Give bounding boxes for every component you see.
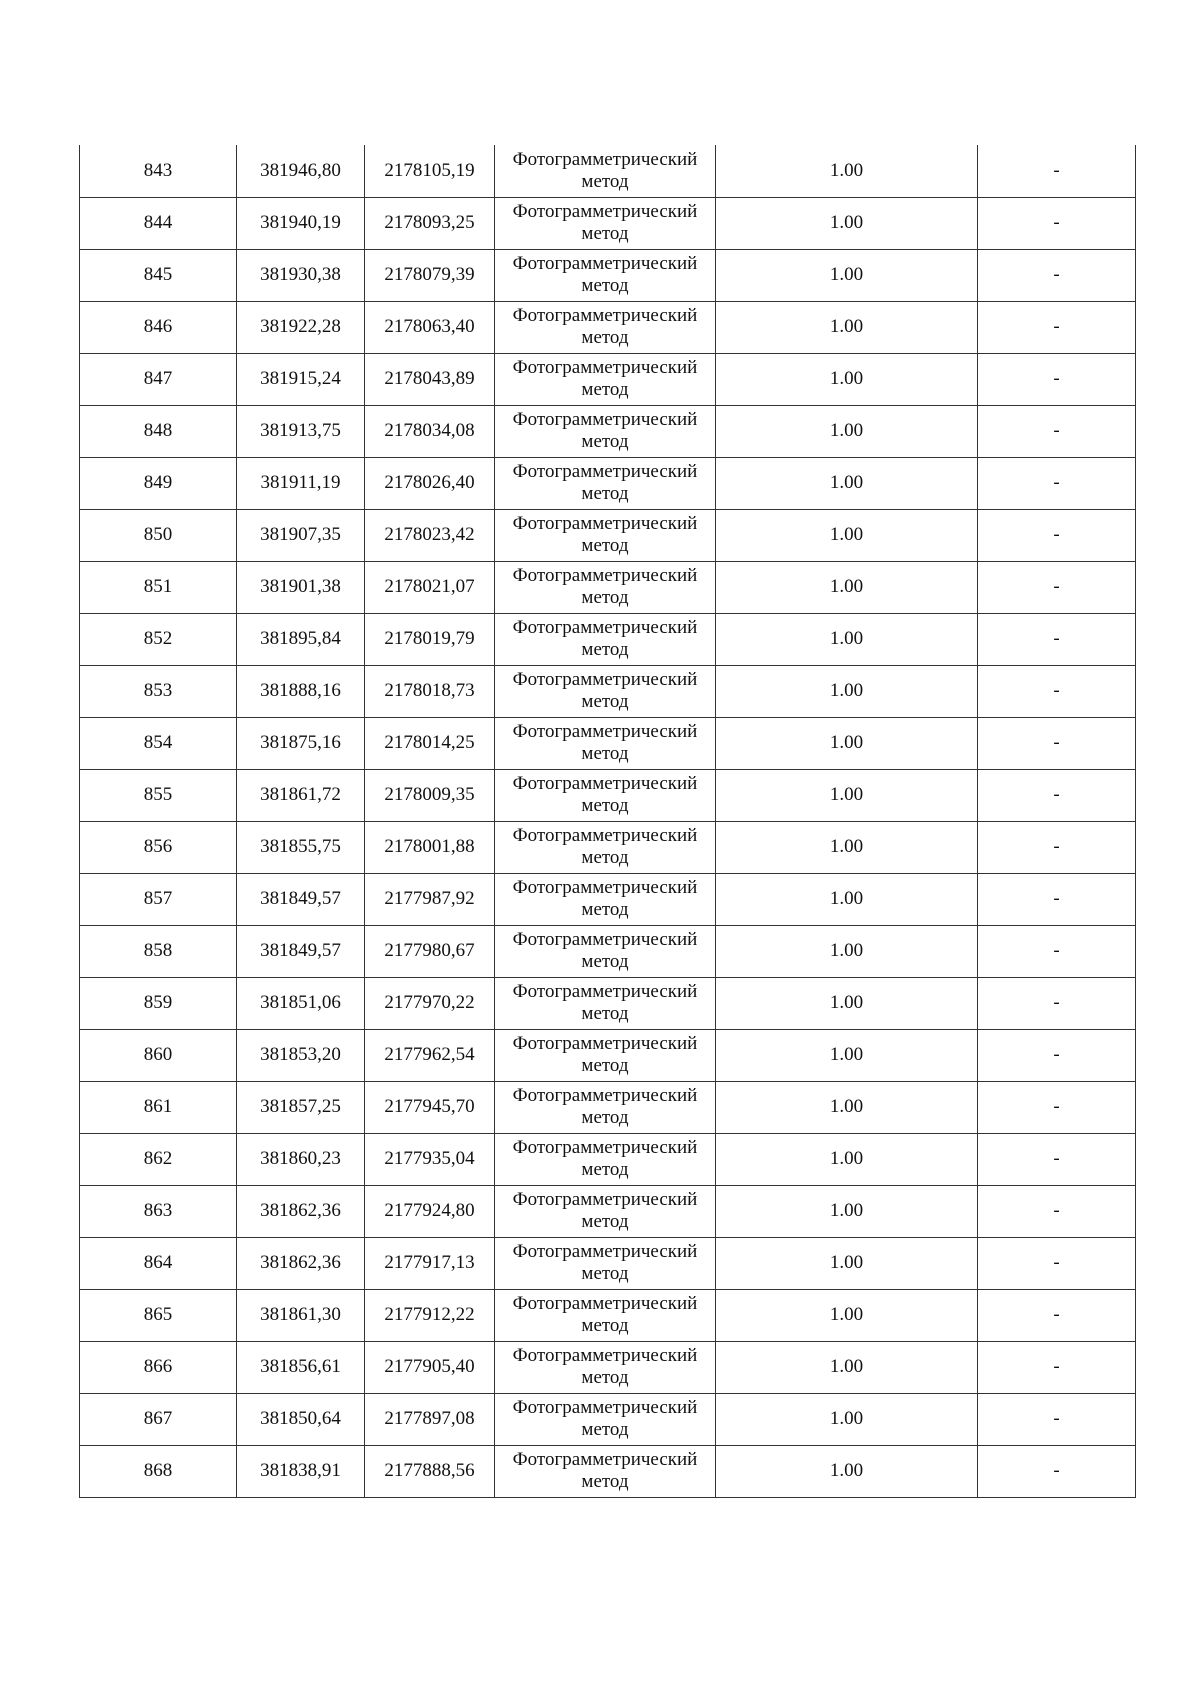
method-line-2: метод — [581, 587, 629, 608]
point-number-cell: 864 — [80, 1237, 237, 1289]
table-row — [80, 353, 1136, 405]
method-cell — [495, 353, 716, 405]
method-cell — [495, 249, 716, 301]
point-number-cell: 862 — [80, 1133, 237, 1185]
y-coordinate-cell: 2177888,56 — [365, 1445, 495, 1497]
method-line-1: Фотограмметрический — [512, 1033, 698, 1054]
x-coordinate-cell: 381857,25 — [237, 1081, 365, 1133]
method-cell — [495, 1237, 716, 1289]
method-line-1: Фотограмметрический — [512, 773, 698, 794]
method-line-1: Фотограмметрический — [512, 565, 698, 586]
table-row — [80, 1185, 1136, 1237]
method-line-2: метод — [581, 1263, 629, 1284]
x-coordinate-cell: 381901,38 — [237, 561, 365, 613]
method-cell — [495, 925, 716, 977]
point-number-cell: 852 — [80, 613, 237, 665]
method-cell — [495, 769, 716, 821]
x-coordinate-cell: 381946,80 — [237, 145, 365, 197]
method-cell — [495, 457, 716, 509]
accuracy-cell: 1.00 — [716, 145, 978, 197]
y-coordinate-cell: 2177962,54 — [365, 1029, 495, 1081]
accuracy-cell: 1.00 — [716, 613, 978, 665]
point-number-cell: 865 — [80, 1289, 237, 1341]
y-coordinate-cell: 2178043,89 — [365, 353, 495, 405]
y-coordinate-cell: 2178014,25 — [365, 717, 495, 769]
method-line-2: метод — [581, 1211, 629, 1232]
x-coordinate-cell: 381913,75 — [237, 405, 365, 457]
note-cell: - — [978, 1133, 1136, 1185]
point-number-cell: 860 — [80, 1029, 237, 1081]
y-coordinate-cell: 2178018,73 — [365, 665, 495, 717]
y-coordinate-cell: 2177980,67 — [365, 925, 495, 977]
method-line-1: Фотограмметрический — [512, 1293, 698, 1314]
y-coordinate-cell: 2177987,92 — [365, 873, 495, 925]
coordinates-table — [79, 145, 1136, 1498]
x-coordinate-cell: 381888,16 — [237, 665, 365, 717]
note-cell: - — [978, 197, 1136, 249]
note-cell: - — [978, 1081, 1136, 1133]
x-coordinate-cell: 381861,30 — [237, 1289, 365, 1341]
table-row — [80, 405, 1136, 457]
table-row — [80, 1341, 1136, 1393]
accuracy-cell: 1.00 — [716, 1393, 978, 1445]
method-line-1: Фотограмметрический — [512, 253, 698, 274]
method-cell — [495, 665, 716, 717]
y-coordinate-cell: 2177945,70 — [365, 1081, 495, 1133]
method-cell — [495, 1445, 716, 1497]
table-row — [80, 197, 1136, 249]
point-number-cell: 863 — [80, 1185, 237, 1237]
point-number-cell: 858 — [80, 925, 237, 977]
y-coordinate-cell: 2178063,40 — [365, 301, 495, 353]
method-line-2: метод — [581, 691, 629, 712]
method-line-2: метод — [581, 431, 629, 452]
x-coordinate-cell: 381875,16 — [237, 717, 365, 769]
method-line-1: Фотограмметрический — [512, 825, 698, 846]
note-cell: - — [978, 1237, 1136, 1289]
method-line-1: Фотограмметрический — [512, 148, 698, 170]
method-line-1: Фотограмметрический — [512, 305, 698, 326]
method-cell — [495, 405, 716, 457]
table-row — [80, 145, 1136, 197]
method-line-1: Фотограмметрический — [512, 1241, 698, 1262]
accuracy-cell: 1.00 — [716, 457, 978, 509]
note-cell: - — [978, 769, 1136, 821]
method-line-2: метод — [581, 847, 629, 868]
method-line-1: Фотограмметрический — [512, 877, 698, 898]
accuracy-cell: 1.00 — [716, 717, 978, 769]
note-cell: - — [978, 1393, 1136, 1445]
note-cell: - — [978, 301, 1136, 353]
method-line-1: Фотограмметрический — [512, 461, 698, 482]
method-cell — [495, 821, 716, 873]
note-cell: - — [978, 925, 1136, 977]
method-line-2: метод — [581, 1159, 629, 1180]
accuracy-cell: 1.00 — [716, 249, 978, 301]
note-cell: - — [978, 1445, 1136, 1497]
note-cell: - — [978, 405, 1136, 457]
accuracy-cell: 1.00 — [716, 977, 978, 1029]
method-line-2: метод — [581, 327, 629, 348]
note-cell: - — [978, 977, 1136, 1029]
x-coordinate-cell: 381856,61 — [237, 1341, 365, 1393]
table-row — [80, 1289, 1136, 1341]
method-line-1: Фотограмметрический — [512, 1449, 698, 1470]
method-cell — [495, 717, 716, 769]
note-cell: - — [978, 665, 1136, 717]
method-line-1: Фотограмметрический — [512, 721, 698, 742]
accuracy-cell: 1.00 — [716, 1341, 978, 1393]
note-cell: - — [978, 353, 1136, 405]
note-cell: - — [978, 1185, 1136, 1237]
table-row — [80, 873, 1136, 925]
method-line-1: Фотограмметрический — [512, 513, 698, 534]
note-cell: - — [978, 1029, 1136, 1081]
table-row — [80, 717, 1136, 769]
y-coordinate-cell: 2177905,40 — [365, 1341, 495, 1393]
accuracy-cell: 1.00 — [716, 925, 978, 977]
accuracy-cell: 1.00 — [716, 1185, 978, 1237]
method-cell — [495, 301, 716, 353]
point-number-cell: 867 — [80, 1393, 237, 1445]
y-coordinate-cell: 2178026,40 — [365, 457, 495, 509]
method-cell — [495, 977, 716, 1029]
note-cell: - — [978, 821, 1136, 873]
method-cell — [495, 1029, 716, 1081]
method-line-1: Фотограмметрический — [512, 1137, 698, 1158]
method-line-2: метод — [581, 1055, 629, 1076]
method-line-1: Фотограмметрический — [512, 981, 698, 1002]
method-line-2: метод — [581, 639, 629, 660]
point-number-cell: 855 — [80, 769, 237, 821]
method-line-2: метод — [581, 951, 629, 972]
method-line-1: Фотограмметрический — [512, 1189, 698, 1210]
x-coordinate-cell: 381861,72 — [237, 769, 365, 821]
accuracy-cell: 1.00 — [716, 353, 978, 405]
accuracy-cell: 1.00 — [716, 561, 978, 613]
method-line-1: Фотограмметрический — [512, 669, 698, 690]
table-row — [80, 821, 1136, 873]
table-row — [80, 1393, 1136, 1445]
note-cell: - — [978, 1341, 1136, 1393]
x-coordinate-cell: 381915,24 — [237, 353, 365, 405]
accuracy-cell: 1.00 — [716, 1445, 978, 1497]
method-line-1: Фотограмметрический — [512, 201, 698, 222]
method-line-2: метод — [581, 1315, 629, 1336]
method-line-2: метод — [581, 535, 629, 556]
method-line-1: Фотограмметрический — [512, 409, 698, 430]
x-coordinate-cell: 381862,36 — [237, 1237, 365, 1289]
method-cell — [495, 1289, 716, 1341]
y-coordinate-cell: 2177924,80 — [365, 1185, 495, 1237]
coordinates-table-body — [80, 145, 1136, 1497]
x-coordinate-cell: 381940,19 — [237, 197, 365, 249]
y-coordinate-cell: 2177897,08 — [365, 1393, 495, 1445]
table-row — [80, 249, 1136, 301]
note-cell: - — [978, 509, 1136, 561]
point-number-cell: 868 — [80, 1445, 237, 1497]
point-number-cell: 844 — [80, 197, 237, 249]
method-line-1: Фотограмметрический — [512, 1397, 698, 1418]
method-line-2: метод — [581, 483, 629, 504]
table-row — [80, 769, 1136, 821]
point-number-cell: 850 — [80, 509, 237, 561]
method-line-2: метод — [581, 1367, 629, 1388]
x-coordinate-cell: 381907,35 — [237, 509, 365, 561]
y-coordinate-cell: 2178023,42 — [365, 509, 495, 561]
point-number-cell: 854 — [80, 717, 237, 769]
note-cell: - — [978, 145, 1136, 197]
method-line-2: метод — [581, 275, 629, 296]
accuracy-cell: 1.00 — [716, 509, 978, 561]
method-cell — [495, 509, 716, 561]
y-coordinate-cell: 2178001,88 — [365, 821, 495, 873]
y-coordinate-cell: 2178019,79 — [365, 613, 495, 665]
table-row — [80, 1029, 1136, 1081]
method-line-1: Фотограмметрический — [512, 617, 698, 638]
method-line-2: метод — [581, 795, 629, 816]
accuracy-cell: 1.00 — [716, 665, 978, 717]
point-number-cell: 848 — [80, 405, 237, 457]
y-coordinate-cell: 2178021,07 — [365, 561, 495, 613]
accuracy-cell: 1.00 — [716, 1133, 978, 1185]
x-coordinate-cell: 381850,64 — [237, 1393, 365, 1445]
accuracy-cell: 1.00 — [716, 197, 978, 249]
method-line-2: метод — [581, 379, 629, 400]
table-row — [80, 1081, 1136, 1133]
x-coordinate-cell: 381911,19 — [237, 457, 365, 509]
note-cell: - — [978, 1289, 1136, 1341]
method-line-2: метод — [581, 1471, 629, 1492]
method-cell — [495, 561, 716, 613]
table-row — [80, 457, 1136, 509]
table-row — [80, 561, 1136, 613]
point-number-cell: 866 — [80, 1341, 237, 1393]
accuracy-cell: 1.00 — [716, 1029, 978, 1081]
x-coordinate-cell: 381853,20 — [237, 1029, 365, 1081]
table-row — [80, 1445, 1136, 1497]
point-number-cell: 849 — [80, 457, 237, 509]
note-cell: - — [978, 717, 1136, 769]
point-number-cell: 856 — [80, 821, 237, 873]
accuracy-cell: 1.00 — [716, 1237, 978, 1289]
y-coordinate-cell: 2177935,04 — [365, 1133, 495, 1185]
accuracy-cell: 1.00 — [716, 405, 978, 457]
y-coordinate-cell: 2177917,13 — [365, 1237, 495, 1289]
method-cell — [495, 145, 716, 197]
point-number-cell: 851 — [80, 561, 237, 613]
method-cell — [495, 873, 716, 925]
y-coordinate-cell: 2178034,08 — [365, 405, 495, 457]
method-line-1: Фотограмметрический — [512, 1345, 698, 1366]
y-coordinate-cell: 2178093,25 — [365, 197, 495, 249]
method-line-1: Фотограмметрический — [512, 929, 698, 950]
table-row — [80, 925, 1136, 977]
method-line-2: метод — [581, 1003, 629, 1024]
method-line-2: метод — [581, 899, 629, 920]
table-row — [80, 301, 1136, 353]
x-coordinate-cell: 381930,38 — [237, 249, 365, 301]
method-line-1: Фотограмметрический — [512, 1085, 698, 1106]
note-cell: - — [978, 613, 1136, 665]
method-cell — [495, 1185, 716, 1237]
y-coordinate-cell: 2178105,19 — [365, 145, 495, 197]
method-cell — [495, 613, 716, 665]
point-number-cell: 857 — [80, 873, 237, 925]
x-coordinate-cell: 381849,57 — [237, 873, 365, 925]
accuracy-cell: 1.00 — [716, 301, 978, 353]
table-row — [80, 1133, 1136, 1185]
method-line-2: метод — [581, 223, 629, 244]
point-number-cell: 847 — [80, 353, 237, 405]
x-coordinate-cell: 381838,91 — [237, 1445, 365, 1497]
note-cell: - — [978, 457, 1136, 509]
point-number-cell: 846 — [80, 301, 237, 353]
note-cell: - — [978, 561, 1136, 613]
method-line-2: метод — [581, 743, 629, 764]
method-line-2: метод — [581, 1107, 629, 1128]
x-coordinate-cell: 381851,06 — [237, 977, 365, 1029]
point-number-cell: 845 — [80, 249, 237, 301]
table-row — [80, 665, 1136, 717]
table-row — [80, 613, 1136, 665]
method-cell — [495, 1341, 716, 1393]
method-cell — [495, 1081, 716, 1133]
method-line-2: метод — [581, 170, 629, 192]
x-coordinate-cell: 381895,84 — [237, 613, 365, 665]
method-cell — [495, 1133, 716, 1185]
x-coordinate-cell: 381922,28 — [237, 301, 365, 353]
y-coordinate-cell: 2178009,35 — [365, 769, 495, 821]
x-coordinate-cell: 381855,75 — [237, 821, 365, 873]
accuracy-cell: 1.00 — [716, 873, 978, 925]
point-number-cell: 861 — [80, 1081, 237, 1133]
accuracy-cell: 1.00 — [716, 1081, 978, 1133]
note-cell: - — [978, 873, 1136, 925]
x-coordinate-cell: 381862,36 — [237, 1185, 365, 1237]
method-line-2: метод — [581, 1419, 629, 1440]
x-coordinate-cell: 381849,57 — [237, 925, 365, 977]
method-line-1: Фотограмметрический — [512, 357, 698, 378]
table-row — [80, 1237, 1136, 1289]
point-number-cell: 859 — [80, 977, 237, 1029]
x-coordinate-cell: 381860,23 — [237, 1133, 365, 1185]
accuracy-cell: 1.00 — [716, 1289, 978, 1341]
method-cell — [495, 197, 716, 249]
point-number-cell: 853 — [80, 665, 237, 717]
point-number-cell: 843 — [80, 145, 237, 197]
y-coordinate-cell: 2177912,22 — [365, 1289, 495, 1341]
table-row — [80, 977, 1136, 1029]
note-cell: - — [978, 249, 1136, 301]
y-coordinate-cell: 2177970,22 — [365, 977, 495, 1029]
method-cell — [495, 1393, 716, 1445]
y-coordinate-cell: 2178079,39 — [365, 249, 495, 301]
accuracy-cell: 1.00 — [716, 769, 978, 821]
table-row — [80, 509, 1136, 561]
accuracy-cell: 1.00 — [716, 821, 978, 873]
